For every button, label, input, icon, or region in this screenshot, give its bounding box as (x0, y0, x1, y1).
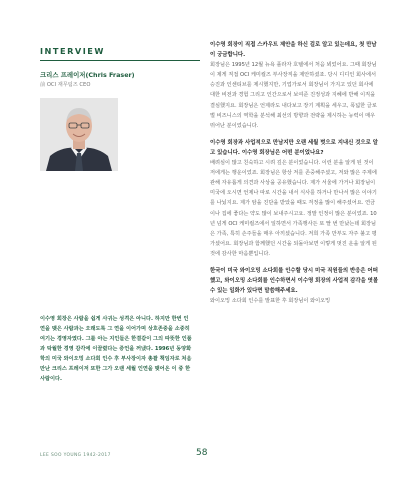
spacer (210, 131, 380, 138)
interview-intro-quote: 이수영 회장은 사람을 쉽게 사귀는 성격은 아니다. 하지만 한번 인연을 맺은 사람과는 오래도록 그 연을 이어가며 상호존중을 소중히 여기는 경영자였다. 그를 아는 지인들은 한결같이 그의 따뜻한 인품과 탁월한 경영 감각에 이끌렸다는 증언을 꺼냈다. 1996년 동양화학의 미국 와이오밍 소다회 인수 후 부사장이자 총괄 책임자로 처음 만난 크리스 프레이저 또한 그가 오랜 세월 인연을 맺어온 이 중 한 사람이다. (40, 316, 192, 382)
portrait-photo (40, 98, 118, 171)
page-number: 58 (196, 448, 208, 458)
spacer (210, 259, 380, 266)
interviewee-name: 크리스 프레이저(Chris Fraser) (40, 71, 135, 79)
section-divider (40, 60, 200, 61)
question: 한국이 미국 와이오밍 소다회를 인수할 당시 미국 직원들의 반응은 어떠했고, 와이오밍 소다회를 인수하면서 이수영 회장의 사업적 감각을 엿볼 수 있는 일화가 있다면 말씀해주세요. (210, 267, 379, 295)
question: 이수영 회장이 직접 스카우트 제안을 하신 걸로 알고 있는데요, 첫 만남이 궁금합니다. (210, 42, 377, 59)
section-label: INTERVIEW (40, 46, 105, 56)
book-title-footer: LEE SOO YOUNG 1942-2017 (40, 453, 111, 458)
interview-body (210, 40, 380, 306)
question: 이수영 회장과 사업적으로 만남지만 오랜 세월 벗으로 지내신 것으로 알고 있습니다. 이수영 회장님은 어떤 분이었나요? (210, 139, 378, 156)
answer: 회장님은 1995년 12월 뉴욕 플라자 호텔에서 처음 뵈었어요. 그때 회장님이 제게 직접 OCI 케미컬즈 부사장직을 제안하셨죠. 당시 디디인 회사에서 승진과 인센티브를 제시했지만, 기업가로서 회장님이 가지고 있던 회사에 대한 비전과 경험 그리고 인간으로서 보여준 진정성과 지혜에 반해 이직을 결심했지요. 회장님은 언제라도 내다보고 장기 계획을 세우고, 폭넓한 글로벌 비즈니스의 역학을 분석해 최선의 방향과 전략을 제시하는 능력이 매우 뛰어난 분이었습니다. (210, 62, 377, 129)
portrait-illustration (40, 98, 118, 171)
interviewee-role: 前 OCI 재무팀즈 CEO (40, 82, 91, 88)
answer: 와이오밍 소다회 인수를 발표한 후 회장님이 와이오밍 (210, 298, 331, 305)
answer: 배려심이 많고 친숙하고 시려 깊은 분이었습니다. 이런 분을 알게 된 것이 저에게는 행운이었죠. 회장님은 항상 저를 존중해주셨고, 저와 많은 주제에 관해 자유롭게 의견과 사상을 공유했습니다. 제가 서울에 가거나 회장님이 미국에 오시면 언제나 따로 시간을 내서 식사를 하거나 만나서 많은 이야기를 나눴지요. 제가 암을 진단을 받았을 때도 걱정을 많이 해주셨어요. 연금이나 집에 좋다는 약도 많이 보내주시고요. 정말 인정이 많은 분이었죠. 10년 넘게 OCI 케미컬즈에서 일하면서 가족행사든 또 딸 번 만났는데 회장님은 가족, 특히 손주들을 매우 아끼셨습니다. 저희 가족 만부도 자주 불고 평가셨어요. 회장님과 함께했던 시간을 되돌아보면 이렇게 멋진 운을 알게 된 것에 감사한 마음뿐입니다. (210, 160, 377, 257)
